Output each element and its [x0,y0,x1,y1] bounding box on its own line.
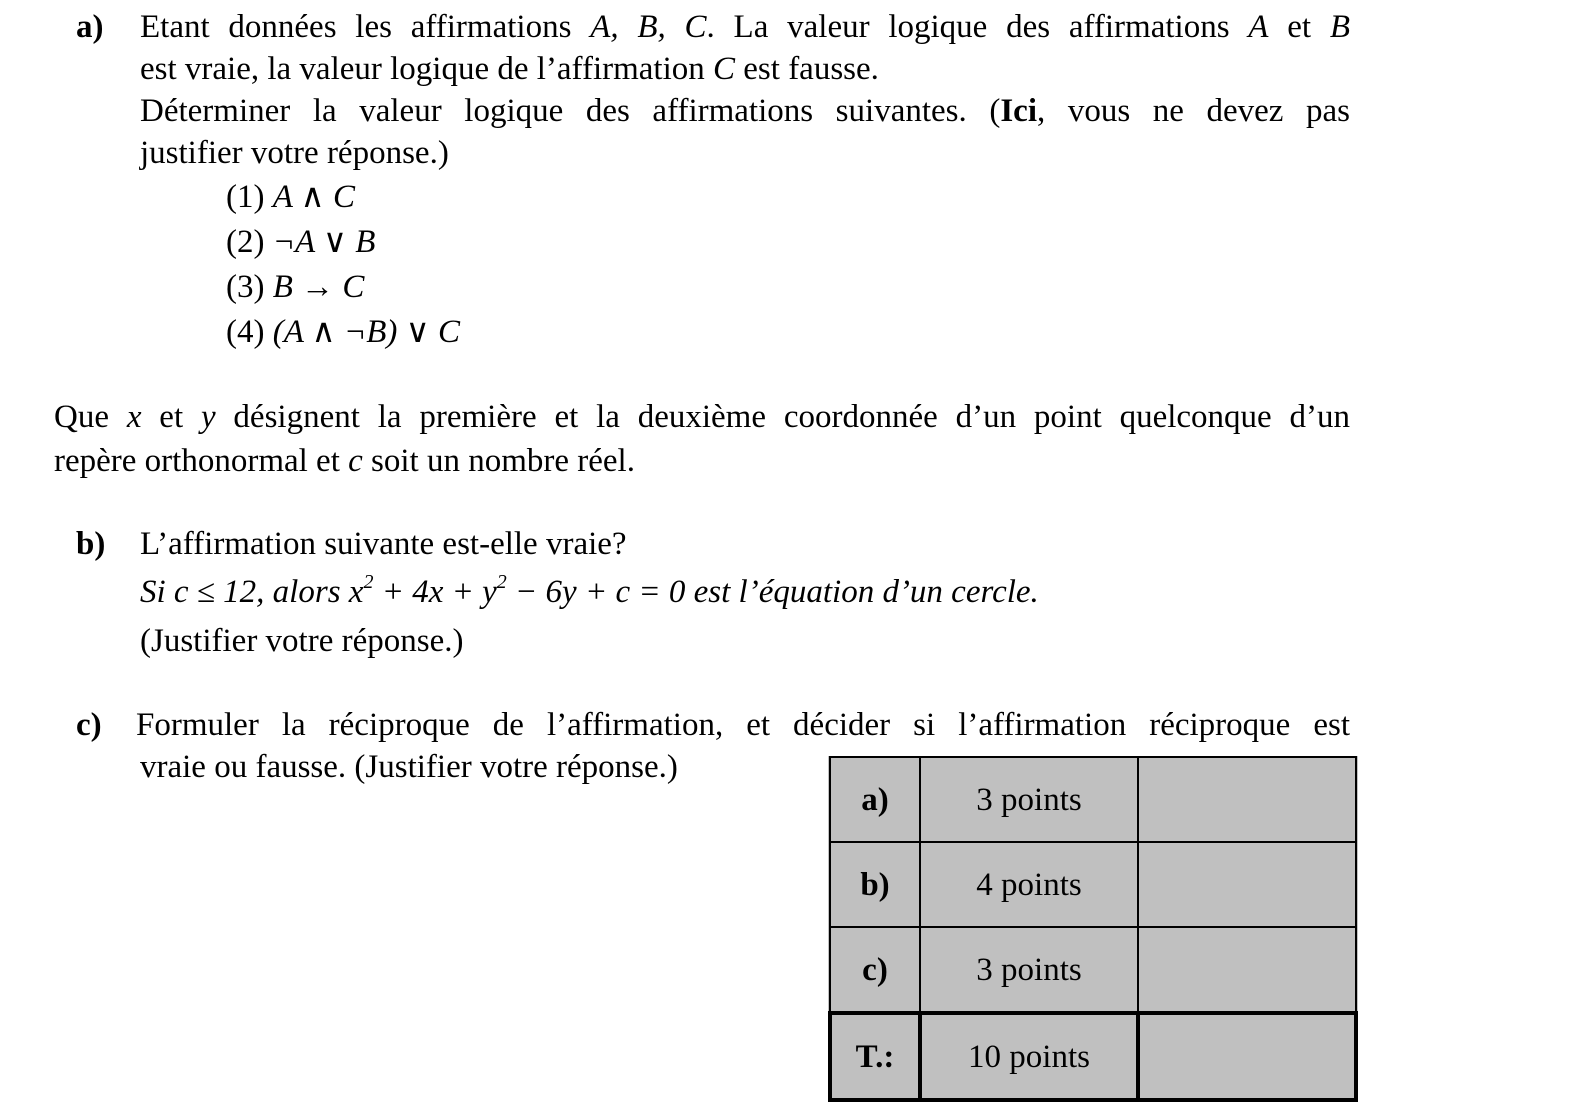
logic-item-2: (2) ¬A ∨ B [226,224,376,260]
points-cell: 4 points [920,842,1138,927]
part-c-line1: Formuler la réciproque de l’affirmation, et décider si l’affirmation réciproque est [136,707,1350,743]
logic-item-3: (3) B → C [226,269,365,305]
part-b-question: L’affirmation suivante est-elle vraie? [140,526,627,562]
part-a-line3: Déterminer la valeur logique des affirmations suivantes. (Ici, vous ne devez pas [140,93,1351,129]
intro-line1: Que x et y désignent la première et la deuxième coordonnée d’un point quelconque d’un [54,399,1350,435]
part-b-statement: Si c ≤ 12, alors $x^2 + 4x + y^2 - 6y + c = 0$ est l’équation d’un cercle. [140,571,1039,610]
score-cell [1138,842,1356,927]
points-cell: 3 points [920,757,1138,842]
intro-line2: repère orthonormal et c soit un nombre réel. [54,443,635,479]
part-b-label: b) [76,526,106,562]
logic-item-1: (1) A ∧ C [226,179,355,215]
part-c-line2: vraie ou fausse. (Justifier votre réponse.) [140,749,678,785]
table-row [830,842,1356,927]
part-b-justify: (Justifier votre réponse.) [140,623,464,659]
part-a-line2: est vraie, la valeur logique de l’affirmation C est fausse. [140,51,879,87]
part-cell: c) [830,927,920,1013]
points-cell: 3 points [920,927,1138,1013]
part-a-line1: Etant données les affirmations A, B, C. La valeur logique des affirmations A et B [140,9,1350,45]
part-cell: a) [830,757,920,842]
logic-item-4: (4) (A ∧ ¬B) ∨ C [226,314,461,350]
table-row-total [830,1013,1356,1100]
table-row [830,927,1356,1013]
part-a-line4: justifier votre réponse.) [140,135,449,171]
points-table [828,756,1358,1102]
score-cell [1138,757,1356,842]
part-a-label: a) [76,9,104,45]
score-cell [1138,927,1356,1013]
total-score-cell [1138,1013,1356,1100]
part-cell: b) [830,842,920,927]
total-label-cell: T.: [830,1013,920,1100]
total-points-cell: 10 points [920,1013,1138,1100]
part-c-label: c) [76,707,102,743]
table-row [830,757,1356,842]
